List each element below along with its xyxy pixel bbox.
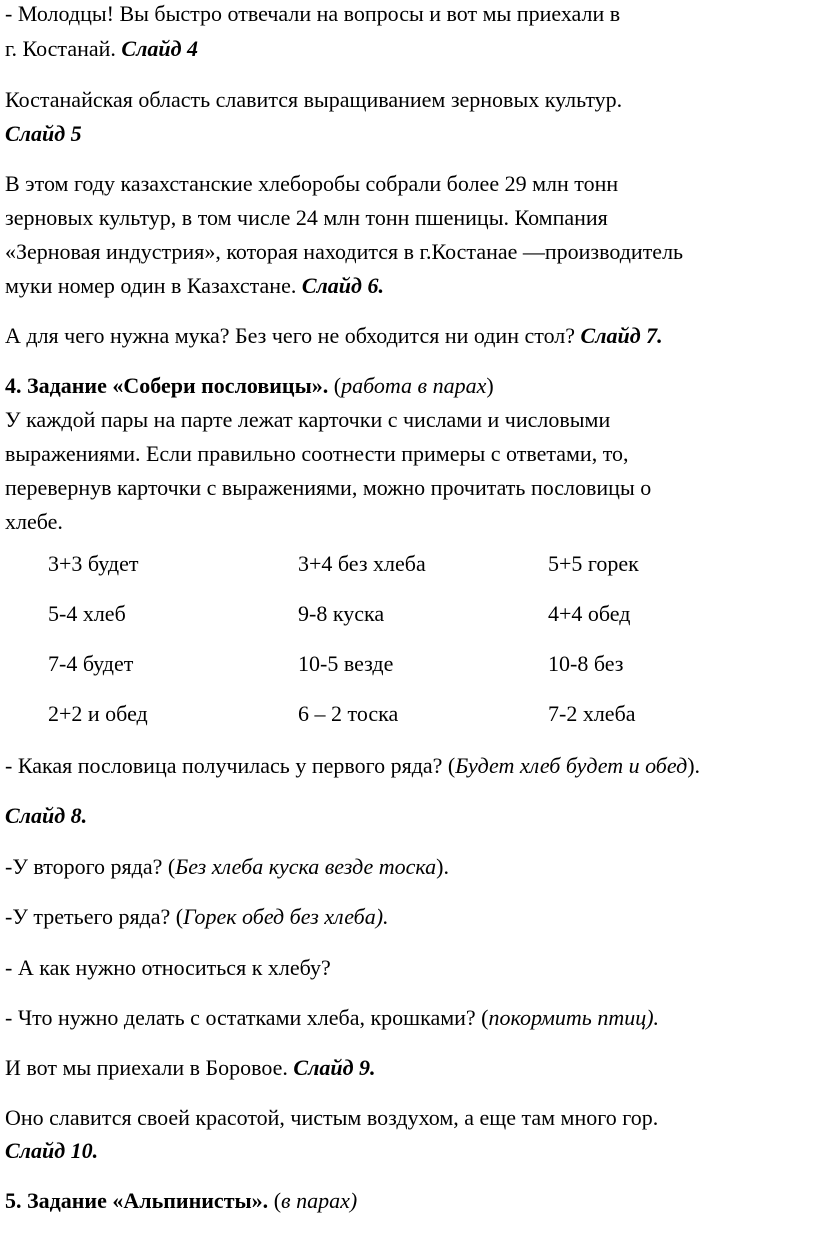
question-5-text: - Что нужно делать с остатками хлеба, крошками? ( [5, 1005, 489, 1030]
card-cell: 7-2 хлеба [548, 701, 636, 726]
paragraph-3-line-3: «Зерновая индустрия», которая находится в г.Костанае —производитель [5, 239, 684, 264]
paragraph-2-line-1 [5, 86, 622, 114]
question-4: - А как нужно относиться к хлебу? [5, 955, 331, 980]
task-4-note: работа в парах [341, 373, 487, 398]
paragraph-3-line-4 [5, 272, 384, 300]
paragraph-1-line-2 [5, 35, 198, 63]
card-cell: 9-8 куска [298, 601, 385, 626]
task-5-heading-line [5, 1187, 357, 1215]
task-5-note: в парах) [281, 1188, 358, 1213]
paragraph-1-line-1 [5, 0, 620, 28]
paragraph-3-line-1: В этом году казахстанские хлеборобы собрали более 29 млн тонн [5, 171, 619, 196]
slide-9-label: Слайд 9. [293, 1055, 376, 1080]
task-4-heading: 4. Задание «Собери пословицы». [5, 373, 329, 398]
slide-7-label: Слайд 7. [580, 323, 663, 348]
task-4-paren-open: ( [328, 373, 342, 398]
slide-5-label: Слайд 5 [5, 121, 82, 146]
paragraph-1-text-end: г. Костанай. [5, 36, 122, 61]
question-5 [5, 1004, 659, 1032]
question-2-answer: Без хлеба куска везде тоска [175, 854, 437, 879]
card-cell: 2+2 и обед [48, 701, 148, 726]
question-3 [5, 903, 389, 931]
card-cell: 5-4 хлеб [48, 601, 126, 626]
card-cell: 7-4 будет [48, 651, 134, 676]
paragraph-6-line-1: Оно славится своей красотой, чистым воздухом, а еще там много гор. [5, 1105, 659, 1130]
task-4-line-4: хлебе. [5, 509, 63, 534]
task-4-heading-line [5, 372, 494, 400]
question-1-end: ). [687, 753, 701, 778]
question-1 [5, 752, 700, 780]
question-5-answer: покормить птиц). [488, 1005, 660, 1030]
task-5-paren-open: ( [268, 1188, 282, 1213]
card-cell: 3+3 будет [48, 551, 139, 576]
question-1-text: - Какая пословица получилась у первого ряда? ( [5, 753, 456, 778]
slide-10-label: Слайд 10. [5, 1138, 99, 1163]
question-2-end: ). [436, 854, 449, 879]
paragraph-3-text-end: муки номер один в Казахстане. [5, 273, 302, 298]
question-2 [5, 853, 449, 881]
card-cell: 4+4 обед [548, 601, 631, 626]
card-cell: 6 – 2 тоска [298, 701, 399, 726]
card-cell: 5+5 горек [548, 551, 639, 576]
question-2-text: -У второго ряда? ( [5, 854, 176, 879]
question-3-text: -У третьего ряда? ( [5, 904, 184, 929]
paragraph-5 [5, 1054, 376, 1082]
paragraph-3-line-2: зерновых культур, в том числе 24 млн тонн пшеницы. Компания [5, 205, 608, 230]
task-4-line-3: перевернув карточки с выражениями, можно прочитать пословицы о [5, 475, 652, 500]
task-4-line-2: выражениями. Если правильно соотнести примеры с ответами, то, [5, 441, 629, 466]
paragraph-5-text: И вот мы приехали в Боровое. [5, 1055, 294, 1080]
task-4-line-1: У каждой пары на парте лежат карточки с числами и числовыми [5, 407, 611, 432]
paragraph-4 [5, 322, 663, 350]
slide-6-label: Слайд 6. [301, 273, 384, 298]
card-cell: 10-8 без [548, 651, 624, 676]
slide-4-label: Слайд 4 [121, 36, 199, 61]
question-1-answer: Будет хлеб будет и обед [455, 753, 688, 778]
card-cell: 3+4 без хлеба [298, 551, 426, 576]
slide-8-label: Слайд 8. [5, 803, 88, 828]
card-cell: 10-5 везде [298, 651, 394, 676]
paragraph-1-text: - Молодцы! Вы быстро отвечали на вопросы и вот мы приехали в [5, 1, 621, 26]
task-4-paren-close: ) [486, 373, 494, 398]
paragraph-2-text: Костанайская область славится выращиванием зерновых культур. [5, 87, 623, 112]
task-5-heading: 5. Задание «Альпинисты». [5, 1188, 269, 1213]
question-3-answer: Горек обед без хлеба). [183, 904, 389, 929]
paragraph-4-text: А для чего нужна мука? Без чего не обходится ни один стол? [5, 323, 581, 348]
